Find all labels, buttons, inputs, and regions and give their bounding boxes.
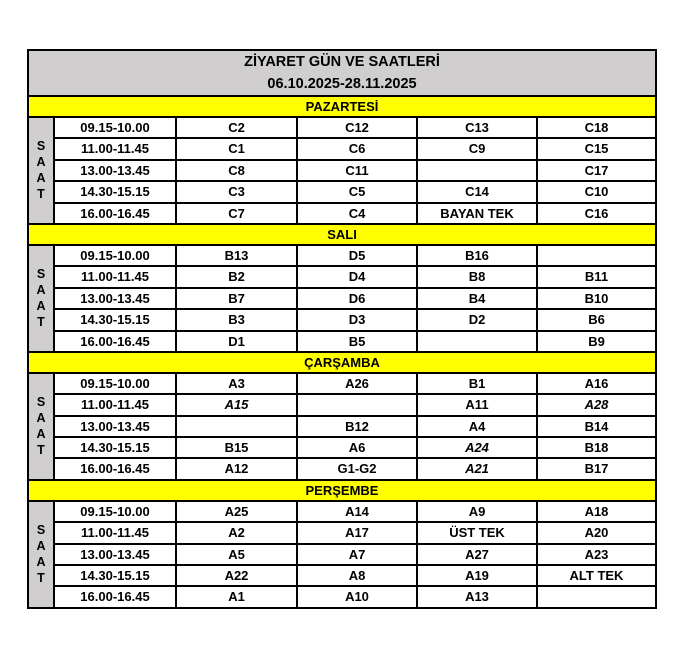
ward-cell: A28 xyxy=(584,397,609,413)
date-range: 06.10.2025-28.11.2025 xyxy=(267,76,417,92)
ward-cell: C17 xyxy=(584,162,609,178)
saat-letter: A xyxy=(36,539,46,554)
table-row xyxy=(55,417,655,438)
table-row xyxy=(55,545,655,566)
saat-letter: A xyxy=(36,155,46,170)
ward-cell xyxy=(418,332,538,351)
saat-label xyxy=(29,374,55,479)
time-slot: 11.00-11.45 xyxy=(55,267,177,286)
ward-cell: A12 xyxy=(177,459,298,478)
saat-letter: S xyxy=(36,395,46,410)
day-header: PAZARTESİ xyxy=(29,97,655,118)
ward-cell: B14 xyxy=(584,418,609,434)
saat-label xyxy=(29,118,55,223)
table-row xyxy=(55,310,655,331)
saat-letter: T xyxy=(37,187,45,202)
ward-cell: B12 xyxy=(298,417,418,436)
ward-cell: C1 xyxy=(177,139,298,158)
time-slot: 09.15-10.00 xyxy=(55,374,177,393)
time-rows xyxy=(55,374,655,479)
table-row xyxy=(55,289,655,310)
schedule-title: ZİYARET GÜN VE SAATLERİ xyxy=(244,54,440,70)
ward-cell: B8 xyxy=(418,267,538,286)
ward-cell: C18 xyxy=(584,120,609,135)
ward-cell: B4 xyxy=(418,289,538,308)
ward-cell: BAYAN TEK xyxy=(418,204,538,223)
day-header: ÇARŞAMBA xyxy=(29,353,655,374)
ward-cell: B3 xyxy=(177,310,298,329)
ward-cell: A27 xyxy=(418,545,538,564)
time-slot: 11.00-11.45 xyxy=(55,395,177,414)
table-row xyxy=(55,139,655,160)
ward-cell xyxy=(298,395,418,414)
ward-cell: A26 xyxy=(298,374,418,393)
ward-cell: A8 xyxy=(298,566,418,585)
ward-cell: A7 xyxy=(298,545,418,564)
ward-cell: B7 xyxy=(177,289,298,308)
time-slot: 16.00-16.45 xyxy=(55,587,177,606)
ward-cell: B17 xyxy=(584,461,609,477)
ward-cell: A19 xyxy=(418,566,538,585)
time-rows xyxy=(55,502,655,607)
table-row xyxy=(55,332,655,351)
time-slot: 14.30-15.15 xyxy=(55,310,177,329)
table-row xyxy=(55,118,655,139)
ward-cell: B18 xyxy=(584,440,609,456)
table-row xyxy=(55,204,655,223)
day-header: SALI xyxy=(29,225,655,246)
time-slot: 13.00-13.45 xyxy=(55,289,177,308)
ward-cell: B13 xyxy=(177,246,298,265)
ward-cell: A1 xyxy=(177,587,298,606)
table-row xyxy=(55,566,655,587)
table-row xyxy=(55,395,655,416)
ward-cell: C13 xyxy=(418,118,538,137)
table-row xyxy=(55,438,655,459)
time-slot: 14.30-15.15 xyxy=(55,182,177,201)
ward-cell: B16 xyxy=(418,246,538,265)
ward-cell: D4 xyxy=(298,267,418,286)
saat-letter: A xyxy=(36,171,46,186)
time-slot: 13.00-13.45 xyxy=(55,545,177,564)
table-row xyxy=(55,161,655,182)
table-row xyxy=(55,182,655,203)
ward-cell xyxy=(538,587,655,606)
time-slot: 11.00-11.45 xyxy=(55,139,177,158)
table-row xyxy=(55,502,655,523)
ward-cell: A13 xyxy=(418,587,538,606)
ward-cell: C7 xyxy=(177,204,298,223)
ward-cell: D5 xyxy=(298,246,418,265)
ward-cell: A25 xyxy=(177,502,298,521)
ward-cell: C6 xyxy=(298,139,418,158)
ward-cell: C3 xyxy=(177,182,298,201)
ward-cell: B9 xyxy=(588,333,605,349)
time-slot: 09.15-10.00 xyxy=(55,502,177,521)
ward-cell: ÜST TEK xyxy=(418,523,538,542)
ward-cell: B10 xyxy=(584,290,609,306)
ward-cell: C10 xyxy=(584,184,609,200)
ward-cell: ALT TEK xyxy=(569,568,624,584)
ward-cell: A4 xyxy=(418,417,538,436)
ward-cell: A23 xyxy=(584,546,609,562)
saat-letter: A xyxy=(36,411,46,426)
ward-cell: C9 xyxy=(418,139,538,158)
ward-cell: A3 xyxy=(177,374,298,393)
day-block xyxy=(29,374,655,481)
ward-cell: C8 xyxy=(177,161,298,180)
saat-letter: S xyxy=(36,267,46,282)
ward-cell xyxy=(177,417,298,436)
time-rows xyxy=(55,118,655,223)
time-slot: 14.30-15.15 xyxy=(55,566,177,585)
ward-cell: B15 xyxy=(177,438,298,457)
ward-cell: A18 xyxy=(584,503,609,519)
saat-label xyxy=(29,246,55,351)
ward-cell: A5 xyxy=(177,545,298,564)
ward-cell: B2 xyxy=(177,267,298,286)
visit-schedule-table xyxy=(27,49,657,609)
ward-cell: C2 xyxy=(177,118,298,137)
ward-cell: A2 xyxy=(177,523,298,542)
saat-letter: T xyxy=(37,443,45,458)
ward-cell: B6 xyxy=(588,312,605,328)
ward-cell: C14 xyxy=(418,182,538,201)
ward-cell: A20 xyxy=(584,525,609,541)
ward-cell: A14 xyxy=(298,502,418,521)
ward-cell: B5 xyxy=(298,332,418,351)
saat-letter: A xyxy=(36,283,46,298)
ward-cell: A16 xyxy=(584,375,609,391)
table-row xyxy=(55,523,655,544)
ward-cell: A10 xyxy=(298,587,418,606)
time-slot: 13.00-13.45 xyxy=(55,417,177,436)
ward-cell xyxy=(538,246,655,265)
table-row xyxy=(55,459,655,478)
time-slot: 16.00-16.45 xyxy=(55,204,177,223)
ward-cell: C4 xyxy=(298,204,418,223)
ward-cell: B1 xyxy=(418,374,538,393)
saat-letter: T xyxy=(37,571,45,586)
saat-letter: T xyxy=(37,315,45,330)
ward-cell: G1-G2 xyxy=(298,459,418,478)
table-row xyxy=(55,267,655,288)
ward-cell: D2 xyxy=(418,310,538,329)
ward-cell: C12 xyxy=(298,118,418,137)
time-slot: 16.00-16.45 xyxy=(55,332,177,351)
ward-cell: A22 xyxy=(177,566,298,585)
time-slot: 14.30-15.15 xyxy=(55,438,177,457)
ward-cell: A21 xyxy=(418,459,538,478)
saat-letter: A xyxy=(36,299,46,314)
saat-label xyxy=(29,502,55,607)
ward-cell: A9 xyxy=(418,502,538,521)
ward-cell: C11 xyxy=(298,161,418,180)
ward-cell: A6 xyxy=(298,438,418,457)
day-block xyxy=(29,246,655,353)
table-row xyxy=(55,587,655,606)
saat-letter: A xyxy=(36,555,46,570)
saat-letter: A xyxy=(36,427,46,442)
time-rows xyxy=(55,246,655,351)
day-block xyxy=(29,118,655,225)
ward-cell xyxy=(418,161,538,180)
ward-cell: A15 xyxy=(177,395,298,414)
ward-cell: B11 xyxy=(584,269,609,285)
saat-letter: S xyxy=(36,139,46,154)
ward-cell: C5 xyxy=(298,182,418,201)
day-header: PERŞEMBE xyxy=(29,481,655,502)
ward-cell: D3 xyxy=(298,310,418,329)
ward-cell: C16 xyxy=(584,205,609,221)
ward-cell: D6 xyxy=(298,289,418,308)
saat-letter: S xyxy=(36,523,46,538)
title-block xyxy=(29,51,655,97)
ward-cell: C15 xyxy=(584,141,609,157)
time-slot: 13.00-13.45 xyxy=(55,161,177,180)
time-slot: 09.15-10.00 xyxy=(55,246,177,265)
time-slot: 09.15-10.00 xyxy=(55,118,177,137)
table-row xyxy=(55,246,655,267)
ward-cell: A24 xyxy=(418,438,538,457)
ward-cell: A17 xyxy=(298,523,418,542)
time-slot: 16.00-16.45 xyxy=(55,459,177,478)
table-row xyxy=(55,374,655,395)
ward-cell: A11 xyxy=(418,395,538,414)
time-slot: 11.00-11.45 xyxy=(55,523,177,542)
day-block xyxy=(29,502,655,607)
ward-cell: D1 xyxy=(177,332,298,351)
